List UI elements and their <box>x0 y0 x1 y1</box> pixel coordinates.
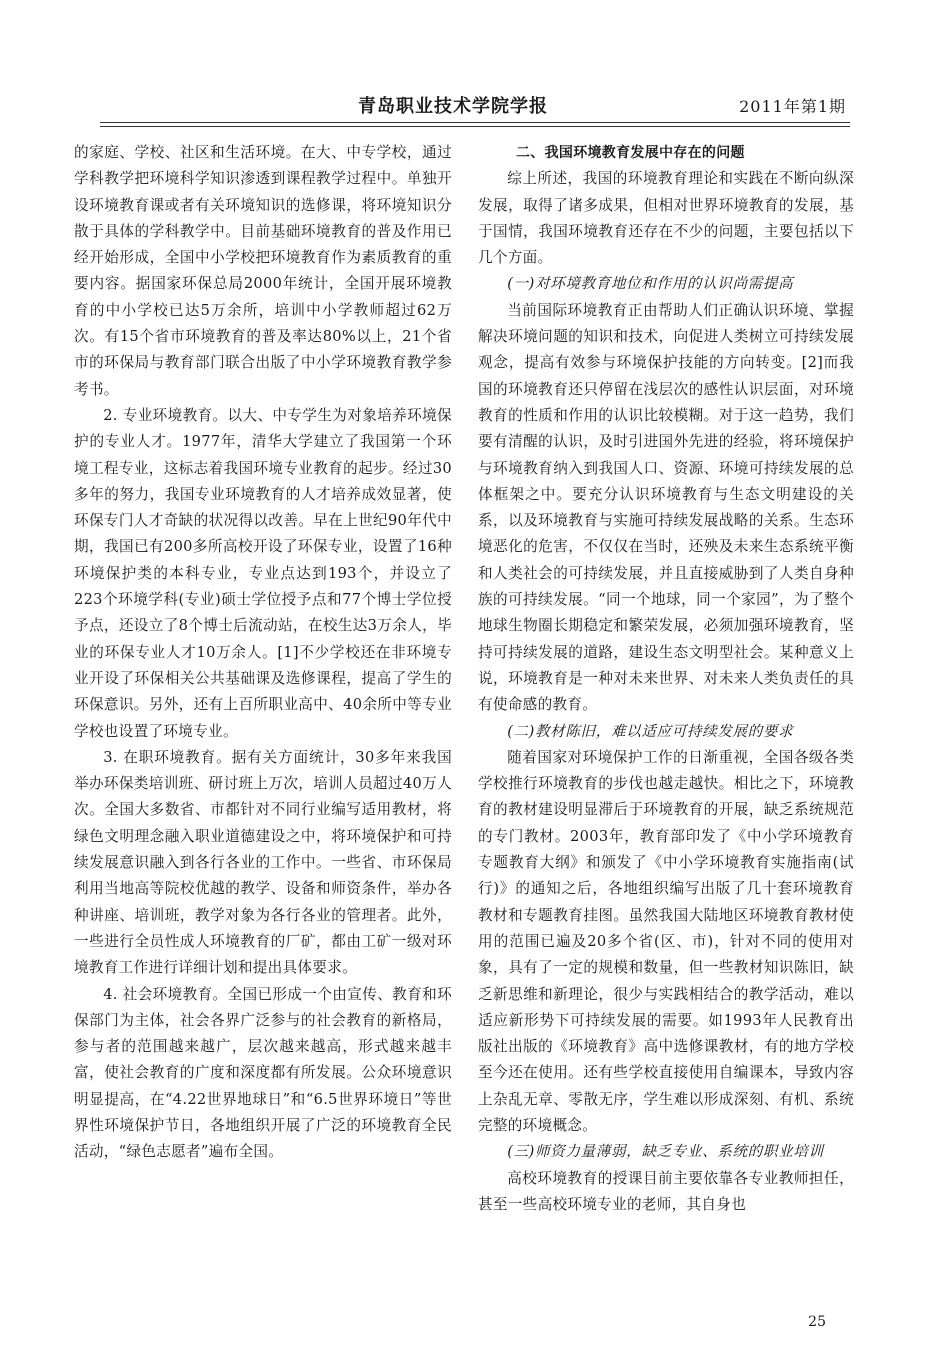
paragraph: 当前国际环境教育正由帮助人们正确认识环境、掌握解决环境问题的知识和技术，向促进人类树立可持续发展观念，提高有效参与环境保护技能的方向转变。[2]而我国的环境教育还只停留在浅层次的感性认识层面，对环境教育的性质和作用的认识比较模糊。对于这一趋势，我们要有清醒的认识，及时引进国外先进的经验，将环境保护与环境教育纳入到我国人口、资源、环境可持续发展的总体框架之中。要充分认识环境教育与生态文明建设的关系，以及环境教育与实施可持续发展战略的关系。生态环境恶化的危害，不仅仅在当时，还殃及未来生态系统平衡和人类社会的可持续发展，并且直接威胁到了人类自身种族的可持续发展。“同一个地球，同一个家园”，为了整个地球生物圈长期稳定和繁荣发展，必须加强环境教育，坚持可持续发展的道路，建设生态文明型社会。某种意义上说，环境教育是一种对未来世界、对未来人类负责任的具有使命感的教育。 <box>478 301 854 714</box>
paragraph: 2. 专业环境教育。以大、中专学生为对象培养环境保护的专业人才。1977年，清华大学建立了我国第一个环境工程专业，这标志着我国环境专业教育的起步。经过30多年的努力，我国专业环境教育的人才培养成效显著，使环保专门人才奇缺的状况得以改善。早在上世纪90年代中期，我国已有200多所高校开设了环保专业，设置了16种环境保护类的本科专业，专业点达到193个，并设立了223个环境学科(专业)硕士学位授予点和77个博士学位授予点，还设立了8个博士后流动站，在校生达3万余人，毕业的环保专业人才10万余人。[1]不少学校还在非环境专业开设了环保相关公共基础课及选修课程，提高了学生的环保意识。另外，还有上百所职业高中、40余所中等专业学校也设置了环境专业。 <box>74 406 452 740</box>
header-rule-thin <box>100 126 850 127</box>
subsection-heading: (二)教材陈旧，难以适应可持续发展的要求 <box>507 722 794 740</box>
subsection-heading: (一)对环境教育地位和作用的认识尚需提高 <box>507 275 794 293</box>
paragraph: 综上所述，我国的环境教育理论和实践在不断向纵深发展，取得了诸多成果，但相对世界环境教育的发展，基于国情，我国环境教育还存在不少的问题，主要包括以下几个方面。 <box>478 170 854 267</box>
paragraph: 随着国家对环境保护工作的日渐重视，全国各级各类学校推行环境教育的步伐也越走越快。相比之下，环境教育的教材建设明显滞后于环境教育的开展，缺乏系统规范的专门教材。2003年，教育部印发了《中小学环境教育专题教育大纲》和颁发了《中小学环境教育实施指南(试行)》的通知之后，各地组织编写出版了几十套环境教育教材和专题教育挂图。虽然我国大陆地区环境教育教材使用的范围已遍及20多个省(区、市)，针对不同的使用对象，具有了一定的规模和数量，但一些教材知识陈旧，缺乏新思维和新理论，很少与实践相结合的教学活动，难以适应新形势下可持续发展的需要。如1993年人民教育出版社出版的《环境教育》高中选修课教材，有的地方学校至今还在使用。还有些学校直接使用自编课本，导致内容上杂乱无章、零散无序，学生难以形成深刻、有机、系统完整的环境概念。 <box>478 748 854 1134</box>
right-column <box>478 140 854 1218</box>
paragraph: 的家庭、学校、社区和生活环境。在大、中专学校，通过学科教学把环境科学知识渗透到课程教学过程中。单独开设环境教育课或者有关环境知识的选修课，将环境知识分散于具体的学科教学中。目前基础环境教育的普及作用已经开始形成，全国中小学校把环境教育作为素质教育的重要内容。据国家环保总局2000年统计，全国开展环境教育的中小学校已达5万余所，培训中小学教师超过62万次。有15个省市环境教育的普及率达80%以上，21个省市的环保局与教育部门联合出版了中小学环境教育教学参考书。 <box>74 144 452 398</box>
issue-label: 2011年第1期 <box>739 97 846 116</box>
header-rule <box>100 122 850 123</box>
paragraph: 3. 在职环境教育。据有关方面统计，30多年来我国举办环保类培训班、研讨班上万次，培训人员超过40万人次。全国大多数省、市都针对不同行业编写适用教材，将绿色文明理念融入职业道德建设之中，将环境保护和可持续发展意识融入到各行各业的工作中。一些省、市环保局利用当地高等院校优越的教学、设备和师资条件，举办各种讲座、培训班，教学对象为各行各业的管理者。此外，一些进行全员性成人环境教育的厂矿，都由工矿一级对环境教育工作进行详细计划和提出具体要求。 <box>74 748 452 977</box>
journal-title: 青岛职业技术学院学报 <box>358 96 548 117</box>
page-number: 25 <box>808 1314 826 1330</box>
subsection-heading: (三)师资力量薄弱，缺乏专业、系统的职业培训 <box>507 1143 824 1161</box>
running-header <box>100 88 850 122</box>
left-column <box>74 140 452 1166</box>
paragraph: 4. 社会环境教育。全国已形成一个由宣传、教育和环保部门为主体，社会各界广泛参与的社会教育的新格局，参与者的范围越来越广，层次越来越高，形式越来越丰富，使社会教育的广度和深度都有所发展。公众环境意识明显提高，在“4.22世界地球日”和“6.5世界环境日”等世界性环境保护节日，各地组织开展了广泛的环境教育全民活动，“绿色志愿者”遍布全国。 <box>74 985 452 1161</box>
paragraph: 高校环境教育的授课目前主要依靠各专业教师担任，甚至一些高校环境专业的老师，其自身也 <box>478 1169 854 1213</box>
section-heading: 二、我国环境教育发展中存在的问题 <box>516 145 745 161</box>
